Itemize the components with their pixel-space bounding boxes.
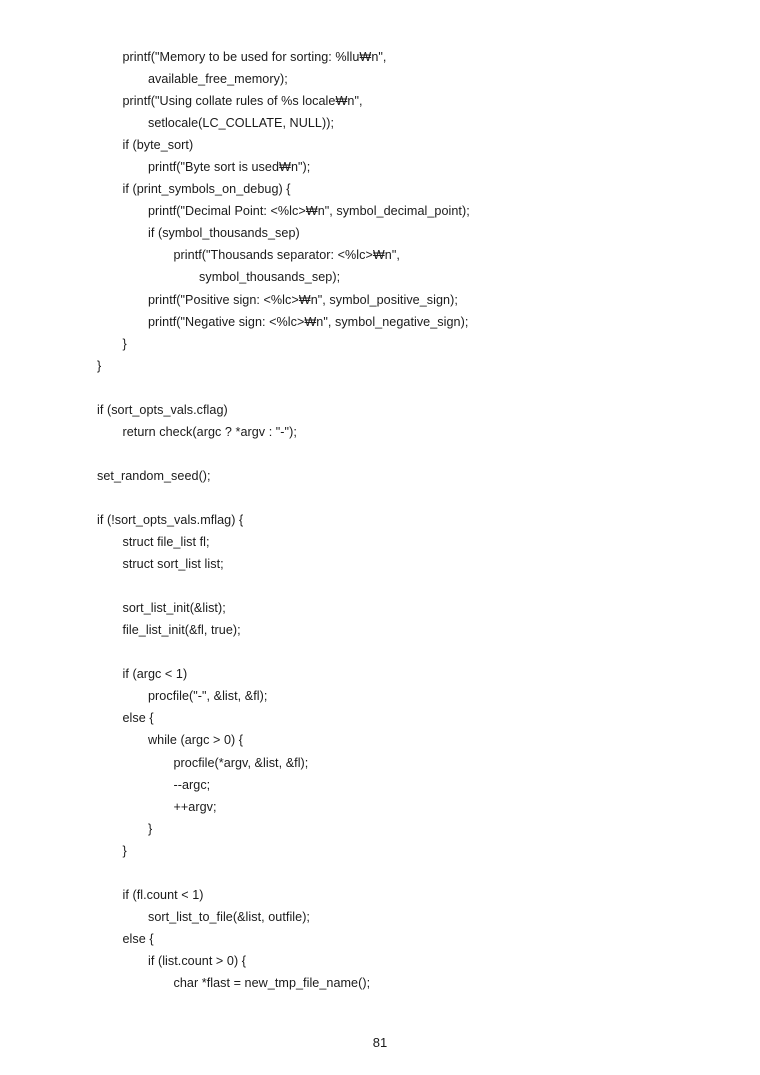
code-line: } xyxy=(97,358,102,373)
code-line: sort_list_init(&list); xyxy=(122,601,226,616)
code-line: if (byte_sort) xyxy=(122,138,194,153)
code-line: printf("Decimal Point: <%lc>₩n", symbol_decimal_point); xyxy=(148,204,470,219)
code-line: setlocale(LC_COLLATE, NULL)); xyxy=(148,116,334,131)
code-line: } xyxy=(122,843,127,858)
code-line: if (argc < 1) xyxy=(122,667,188,682)
code-line: --argc; xyxy=(173,777,211,792)
code-line: } xyxy=(122,336,127,351)
code-line: sort_list_to_file(&list, outfile); xyxy=(148,909,310,924)
blank-line xyxy=(97,377,717,399)
code-line: struct sort_list list; xyxy=(122,557,224,572)
code-line: procfile(*argv, &list, &fl); xyxy=(173,755,309,770)
code-line: ++argv; xyxy=(173,799,217,814)
code-line: printf("Byte sort is used₩n"); xyxy=(148,160,311,175)
code-line: char *flast = new_tmp_file_name(); xyxy=(173,975,371,990)
blank-line xyxy=(97,443,717,465)
code-line: printf("Positive sign: <%lc>₩n", symbol_positive_sign); xyxy=(148,292,458,307)
code-line: if (symbol_thousands_sep) xyxy=(148,226,300,241)
code-line: if (print_symbols_on_debug) { xyxy=(122,182,291,197)
code-line: else { xyxy=(122,711,154,726)
code-line: printf("Thousands separator: <%lc>₩n", xyxy=(173,248,400,263)
code-listing xyxy=(97,46,717,994)
blank-line xyxy=(97,641,717,663)
code-line: printf("Using collate rules of %s locale₩n", xyxy=(122,94,363,109)
code-line: printf("Negative sign: <%lc>₩n", symbol_negative_sign); xyxy=(148,314,469,329)
code-line: while (argc > 0) { xyxy=(148,733,244,748)
code-line: if (fl.count < 1) xyxy=(122,887,204,902)
code-line: procfile("-", &list, &fl); xyxy=(148,689,268,704)
blank-line xyxy=(97,575,717,597)
code-line: available_free_memory); xyxy=(148,72,288,87)
code-line: if (list.count > 0) { xyxy=(148,953,246,968)
code-line: if (sort_opts_vals.cflag) xyxy=(97,402,228,417)
blank-line xyxy=(97,862,717,884)
code-line: struct file_list fl; xyxy=(122,535,210,550)
code-line: if (!sort_opts_vals.mflag) { xyxy=(97,512,244,527)
code-line: return check(argc ? *argv : "-"); xyxy=(122,424,297,439)
code-line: printf("Memory to be used for sorting: %llu₩n", xyxy=(122,50,387,64)
code-line: file_list_init(&fl, true); xyxy=(122,623,241,638)
code-line: symbol_thousands_sep); xyxy=(199,270,341,285)
page-number: 81 xyxy=(372,1035,388,1050)
code-line: set_random_seed(); xyxy=(97,468,211,483)
blank-line xyxy=(97,487,717,509)
code-line: } xyxy=(148,821,153,836)
code-line: else { xyxy=(122,931,154,946)
